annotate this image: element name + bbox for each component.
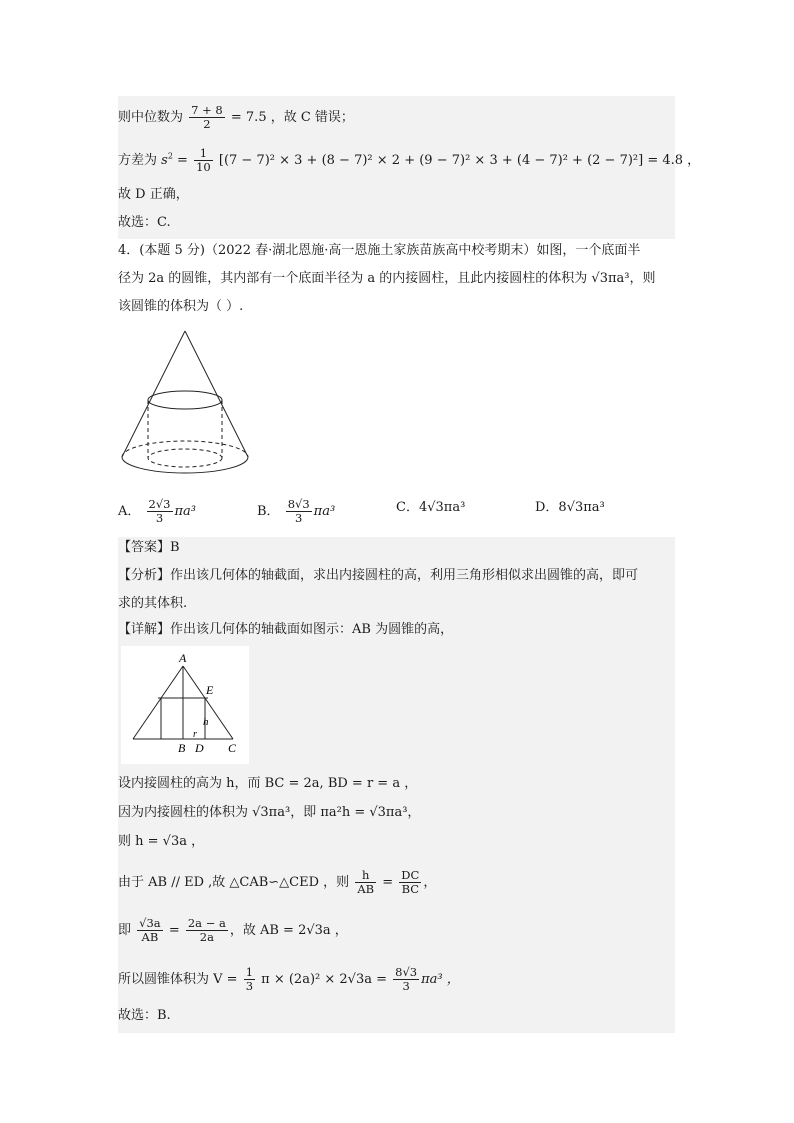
label-r: r	[193, 729, 197, 740]
detail-head: 【详解】作出该几何体的轴截面如图示：AB 为圆锥的高，	[118, 622, 454, 637]
median-line: 则中位数为 $\frac{7 + 8}{2}$ = 7.5 ，故 C 错误；	[118, 103, 354, 131]
option-d[interactable]: D．8√3πa³	[535, 500, 605, 515]
question-line2: 径为 2a 的圆锥，其内部有一个底面半径为 a 的内接圆柱，且此内接圆柱的体积为 √3πa³，则	[118, 271, 656, 286]
step-2: 因为内接圆柱的体积为 √3πa³，即 πa²h = √3πa³，	[118, 805, 421, 820]
label-A: A	[179, 651, 187, 665]
analysis-line-2: 求的其体积.	[118, 596, 188, 611]
step-3: 则 h = √3a ，	[118, 834, 205, 849]
variance-line: 方差为 $s^2$ = $\frac{1}{10}$ [(7 − 7)² × 3 + (8 − 7)² × 2 + (9 − 7)² × 3 + (4 − 7)² + (2 − 7)²] = 4.8 ，	[118, 146, 701, 174]
question-header: 4．(本题 5 分)（2022 春·湖北恩施·高一恩施土家族苗族高中校考期末）如图，一个底面半	[118, 243, 641, 258]
final-choice: 故选：B.	[118, 1008, 171, 1023]
analysis-line-1: 【分析】作出该几何体的轴截面，求出内接圆柱的高，利用三角形相似求出圆锥的高，即可	[118, 568, 639, 583]
median-fraction: $\frac{7 + 8}{2}$	[191, 103, 223, 131]
question-line3: 该圆锥的体积为（ ）.	[118, 299, 244, 314]
answer-line: 【答案】B	[118, 540, 180, 555]
option-b[interactable]: B． $\frac{8√3}{3}$ πa³	[257, 497, 336, 525]
label-E: E	[206, 683, 214, 697]
d-correct-line: 故 D 正确，	[118, 187, 189, 202]
variance-fraction: $\frac{1}{10}$	[196, 146, 211, 174]
cone-figure	[110, 325, 260, 480]
label-h: h	[203, 716, 209, 728]
label-C: C	[228, 741, 237, 755]
step-4: 由于 AB // ED ,故 △CAB∽△CED ，则 $\frac{h}{AB}$ = $\frac{DC}{BC}$ ，	[118, 868, 437, 896]
step-5: 即 $\frac{√3a}{AB}$ = $\frac{2a - a}{2a}$ ，故 AB = 2√3a ，	[118, 916, 348, 944]
step-6: 所以圆锥体积为 V = $\frac{1}{3}$ π × (2a)² × 2√3a = $\frac{8√3}{3}$ πa³ ，	[118, 965, 460, 993]
label-B: B	[178, 741, 186, 755]
label-D: D	[195, 741, 204, 755]
choice-c-line: 故选：C.	[118, 215, 171, 230]
option-a[interactable]: A． $\frac{2√3}{3}$ πa³	[118, 497, 197, 525]
cross-section-figure	[121, 646, 249, 764]
step-1: 设内接圆柱的高为 h，而 BC = 2a, BD = r = a ，	[118, 776, 418, 791]
option-c[interactable]: C．4√3πa³	[396, 500, 466, 515]
